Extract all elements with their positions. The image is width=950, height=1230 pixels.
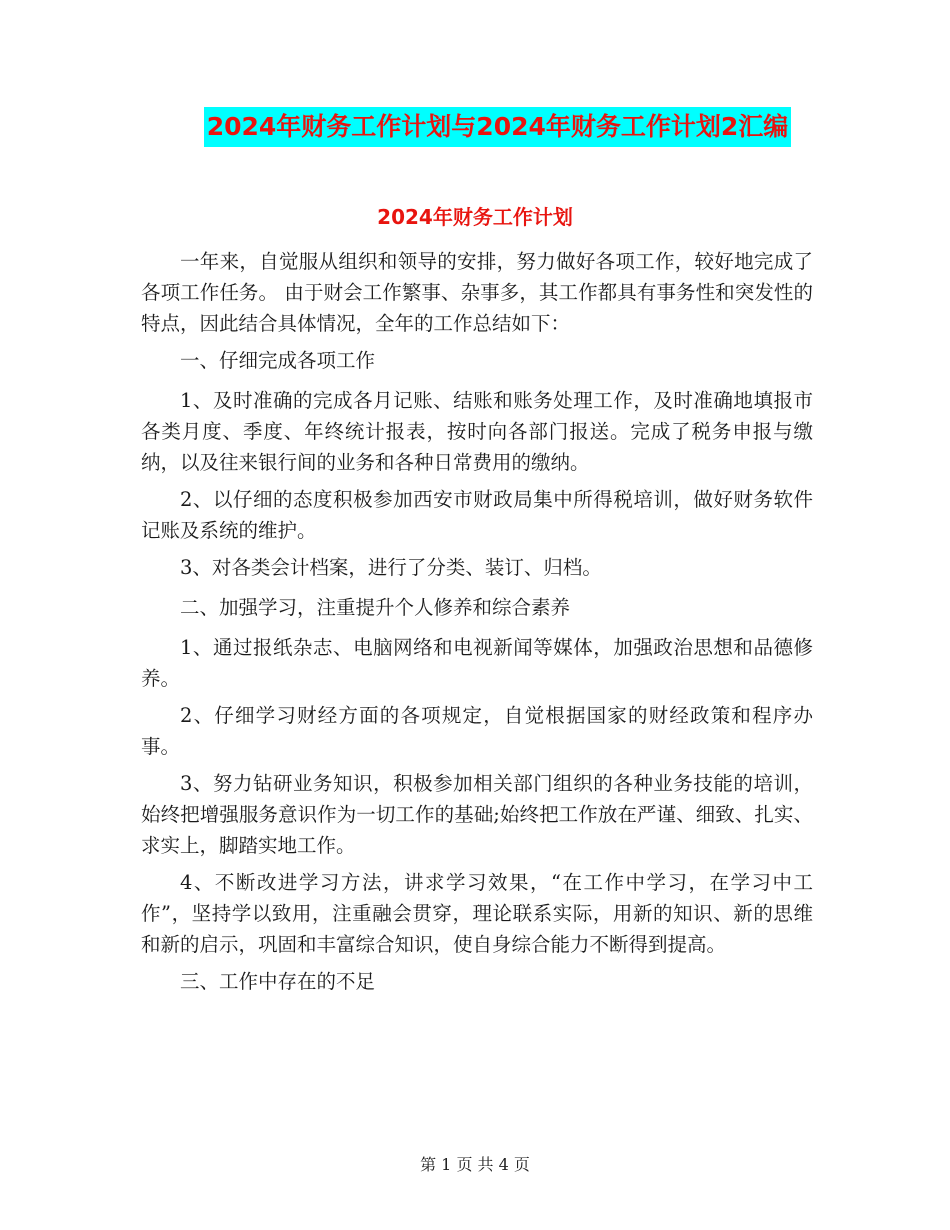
paragraph-intro: 一年来，自觉服从组织和领导的安排，努力做好各项工作，较好地完成了各项工作任务。 由于财会工作繁事、杂事多，其工作都具有事务性和突发性的特点，因此结合具体情况，全年的工作总结如下：	[141, 250, 813, 335]
section-title: 2024年财务工作计划	[377, 205, 573, 229]
paragraph-2-4: 4、不断改进学习方法，讲求学习效果，“在工作中学习，在学习中工作”，坚持学以致用，注重融会贯穿，理论联系实际，用新的知识、新的思维和新的启示，巩固和丰富综合知识，使自身综合能力不断得到提高。	[141, 871, 813, 956]
title-wrapper	[0, 107, 950, 147]
paragraph-2-3: 3、努力钻研业务知识，积极参加相关部门组织的各种业务技能的培训，始终把增强服务意识作为一切工作的基础;始终把工作放在严谨、细致、扎实、求实上，脚踏实地工作。	[141, 772, 813, 857]
paragraph-1-3: 3、对各类会计档案，进行了分类、装订、归档。	[180, 556, 602, 579]
document-body	[141, 246, 813, 1003]
paragraph-1-1: 1、及时准确的完成各月记账、结账和账务处理工作，及时准确地填报市各类月度、季度、年终统计报表，按时向各部门报送。完成了税务申报与缴纳，以及往来银行间的业务和各种日常费用的缴纳。	[141, 389, 813, 474]
page-footer: 第 1 页 共 4 页	[420, 1155, 530, 1174]
paragraph-1-2: 2、以仔细的态度积极参加西安市财政局集中所得税培训，做好财务软件记账及系统的维护。	[141, 488, 813, 542]
heading-3: 三、工作中存在的不足	[180, 970, 376, 993]
paragraph-2-1: 1、通过报纸杂志、电脑网络和电视新闻等媒体，加强政治思想和品德修养。	[141, 636, 813, 690]
heading-1: 一、仔细完成各项工作	[180, 349, 376, 372]
paragraph-2-2: 2、仔细学习财经方面的各项规定，自觉根据国家的财经政策和程序办事。	[141, 704, 813, 758]
document-title: 2024年财务工作计划与2024年财务工作计划2汇编	[204, 107, 792, 147]
heading-2: 二、加强学习，注重提升个人修养和综合素养	[180, 596, 571, 619]
